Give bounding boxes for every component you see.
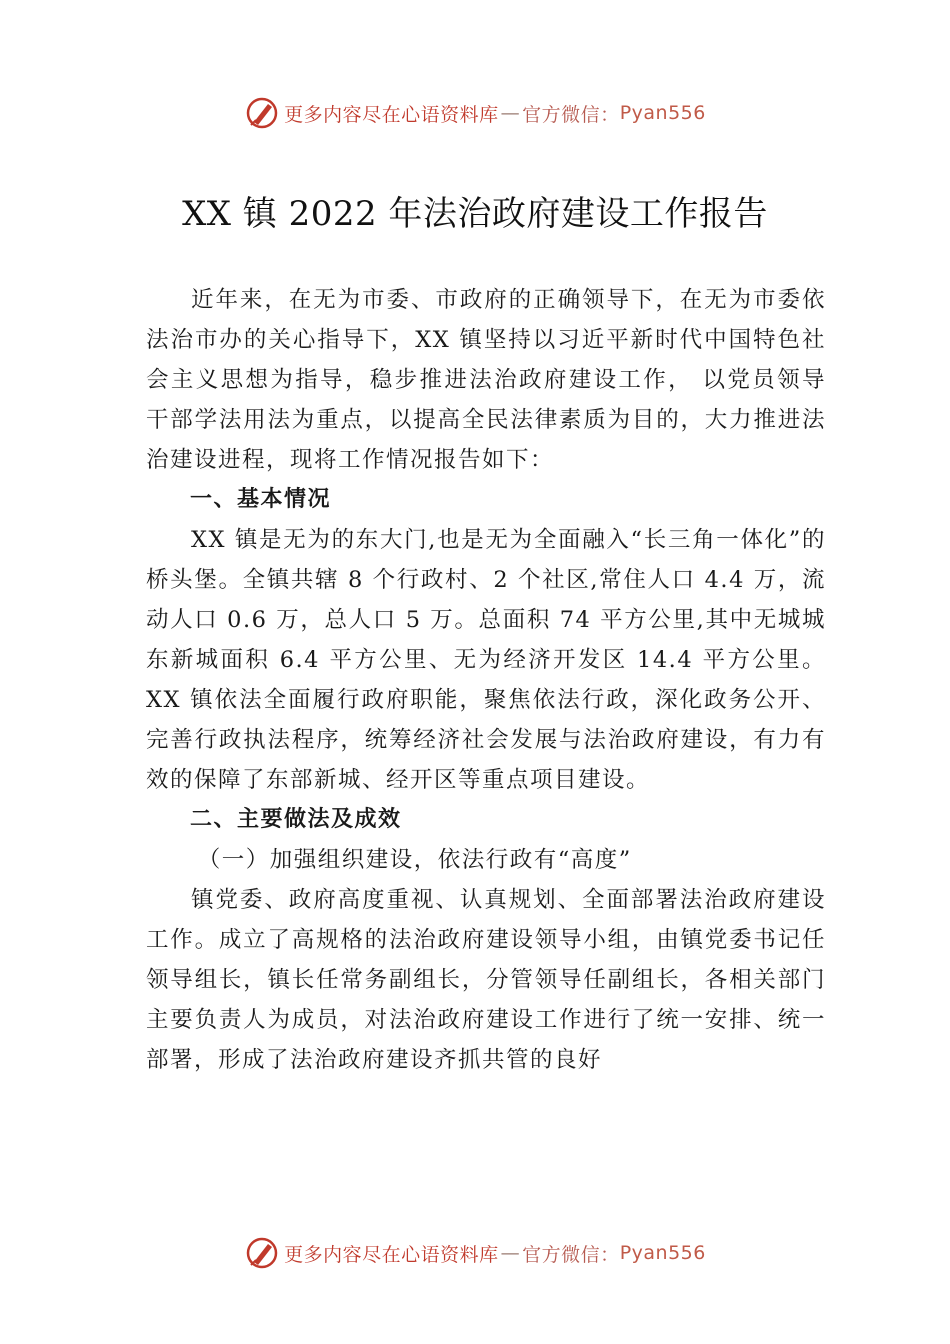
watermark-brand: 更多内容尽在心语资料库 [284,1243,499,1266]
document-body [146,280,826,1080]
section-heading-basic: 一、基本情况 [190,487,332,512]
basic-info-paragraph: XX 镇是无为的东大门,也是无为全面融入“长三角一体化”的桥头堡。全镇共辖 8 个行政村、2 个社区,常住人口 4.4 万，流动人口 0.6 万，总人口 5 万。总面积 74 平方公里,其中无城城东新城面积 6.4 平方公里、无为经济开发区 14.4 平方公里。XX 镇依法全面履行政府职能，聚焦依法行政，深化政务公开、完善行政执法程序，统筹经济社会发展与法治政府建设，有力有效的保障了东部新城、经开区等重点项目建设。 [146,527,826,793]
watermark-dash: — [500,1242,521,1264]
footer-watermark [0,1235,950,1271]
pen-logo-icon [244,95,280,131]
watermark-wechat-id: Pyan556 [619,102,706,124]
watermark-brand: 更多内容尽在心语资料库 [284,103,499,126]
watermark-dash: — [500,102,521,124]
header-watermark [0,95,950,131]
subsection-heading-organization: （一）加强组织建设，依法行政有“高度” [197,847,632,873]
organization-paragraph: 镇党委、政府高度重视、认真规划、全面部署法治政府建设工作。成立了高规格的法治政府建设领导小组，由镇党委书记任领导组长，镇长任常务副组长，分管领导任副组长，各相关部门主要负责人为成员，对法治政府建设工作进行了统一安排、统一部署，形成了法治政府建设齐抓共管的良好 [146,887,826,1073]
watermark-official-label: 官方微信： [522,103,620,126]
pen-logo-icon [244,1235,280,1271]
watermark-official-label: 官方微信： [522,1243,620,1266]
document-title: XX 镇 2022 年法治政府建设工作报告 [182,194,768,234]
intro-paragraph: 近年来，在无为市委、市政府的正确领导下，在无为市委依法治市办的关心指导下，XX 镇坚持以习近平新时代中国特色社会主义思想为指导，稳步推进法治政府建设工作， 以党员领导干部学法用法为重点，以提高全民法律素质为目的，大力推进法治建设进程，现将工作情况报告如下： [146,287,826,473]
section-heading-practices: 二、主要做法及成效 [190,807,402,832]
watermark-wechat-id: Pyan556 [619,1242,706,1264]
